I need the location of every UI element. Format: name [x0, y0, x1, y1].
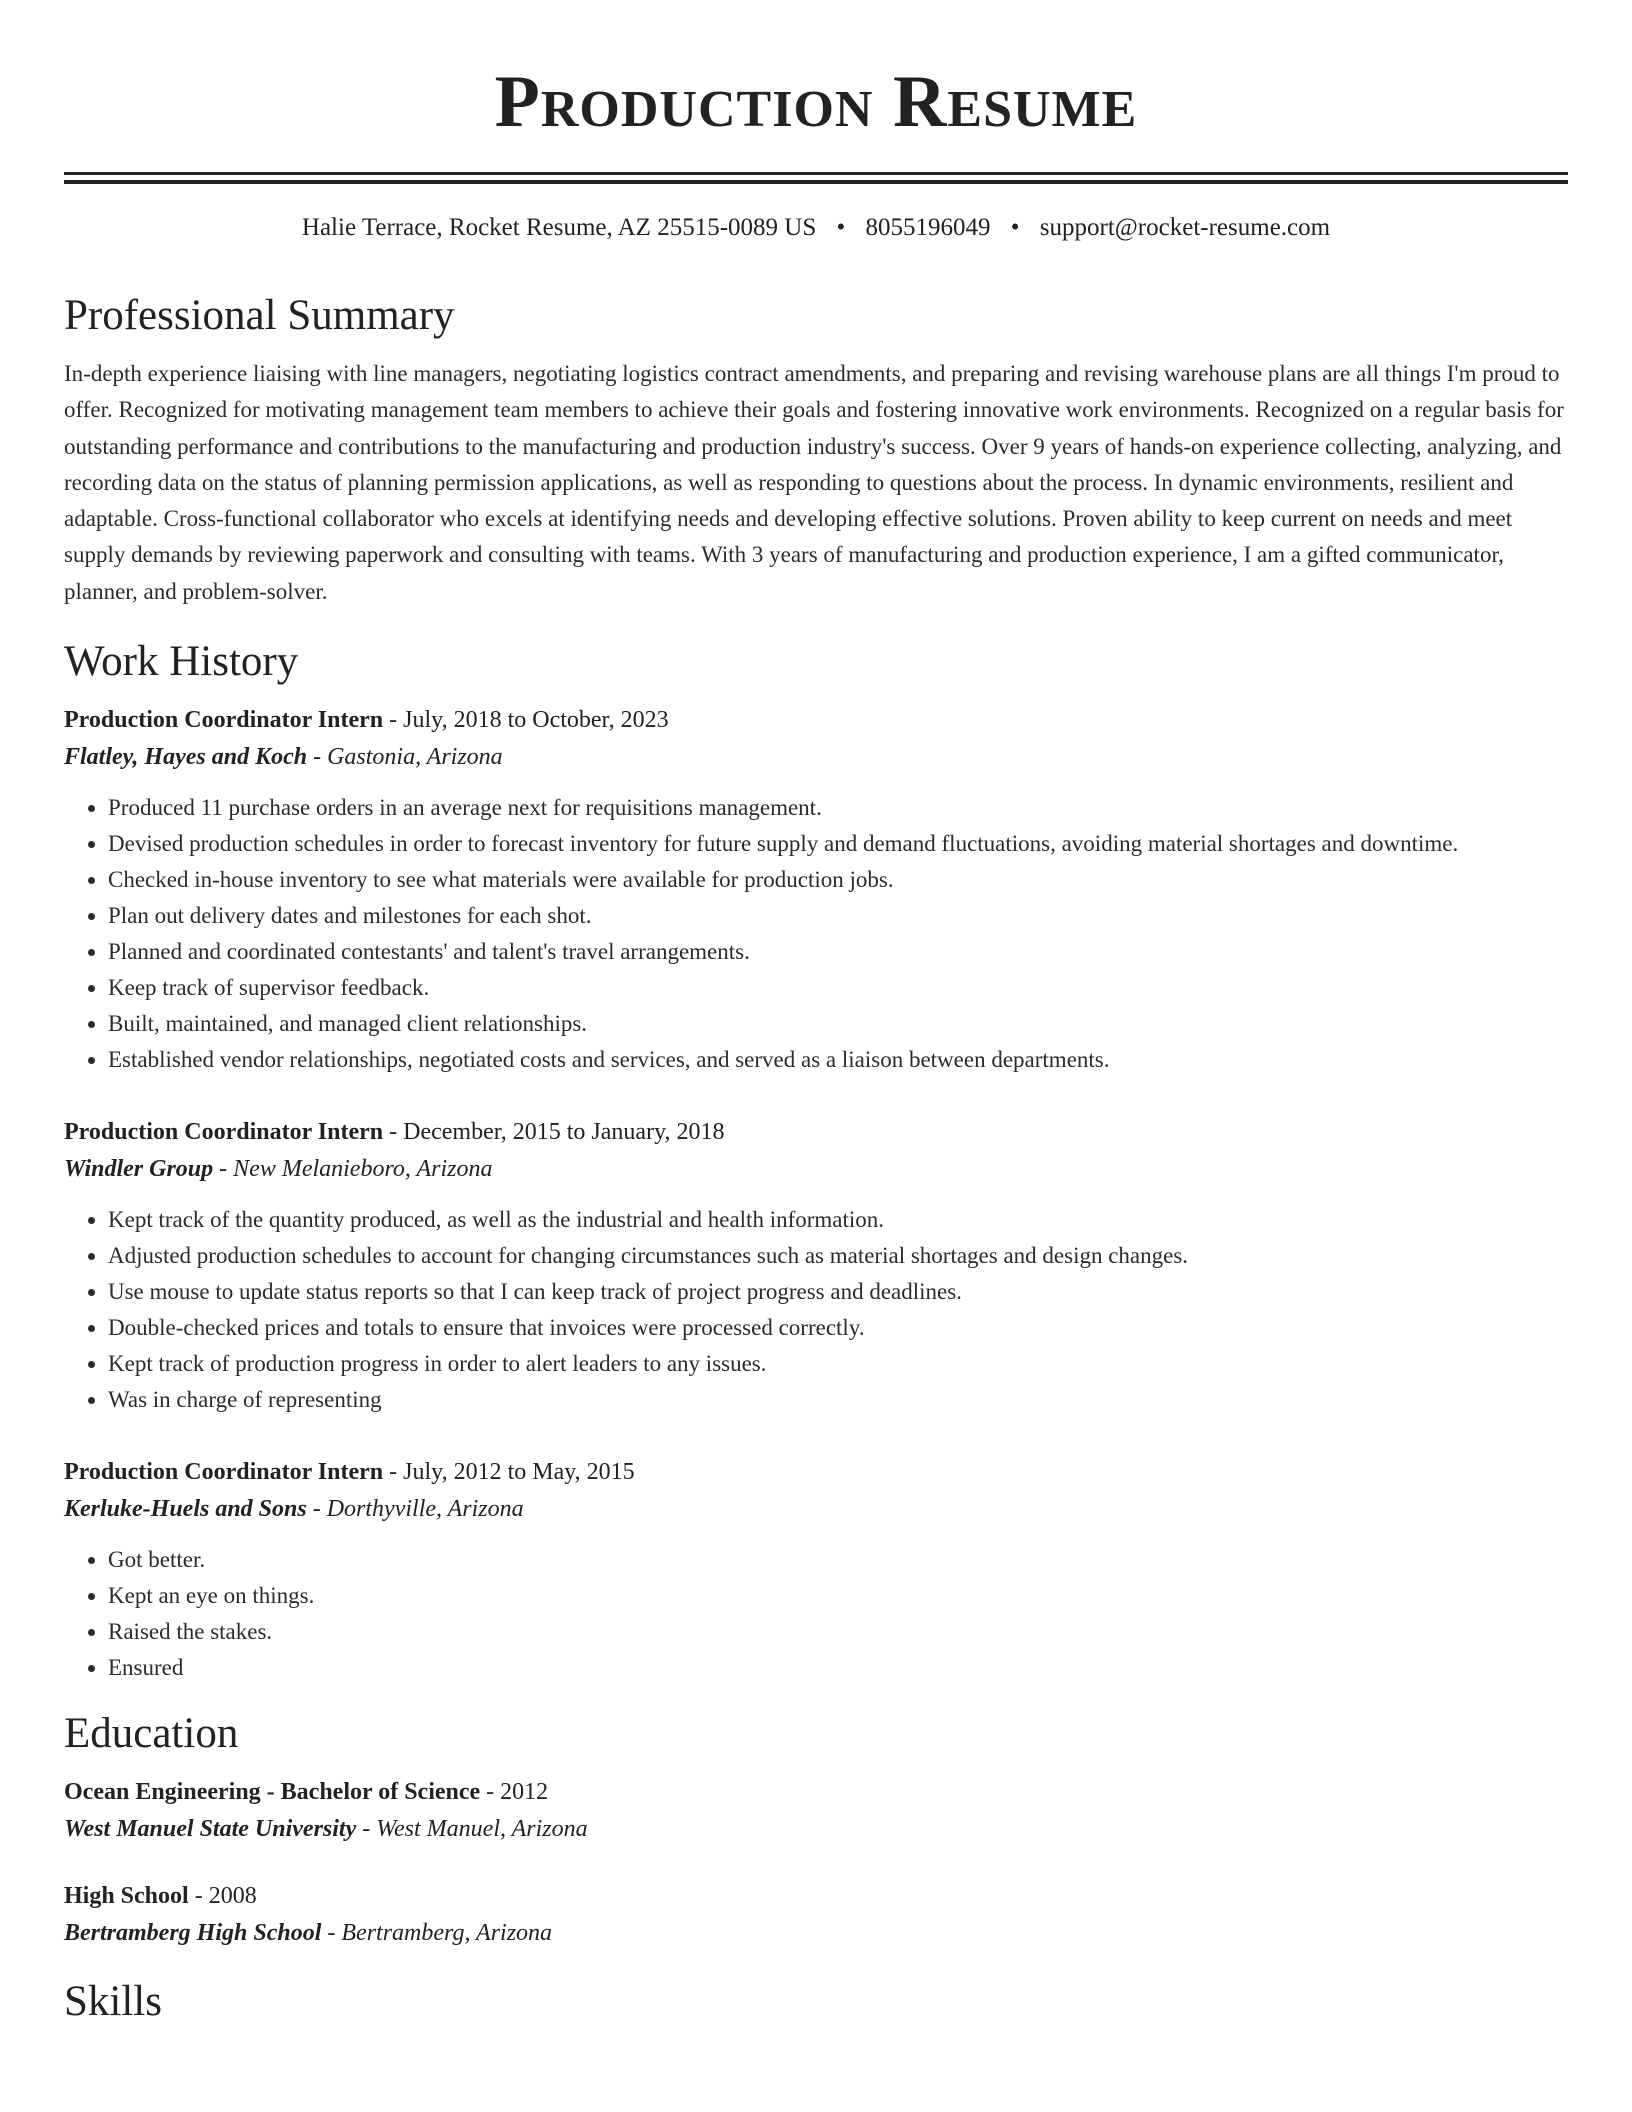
education-degree-line [64, 1878, 1568, 1915]
bullet-item: • Kept track of the quantity produced, as well as the industrial and health information. [108, 1202, 1568, 1238]
bullet-item: • Keep track of supervisor feedback. [108, 970, 1568, 1006]
dash: - [383, 707, 404, 734]
summary-text: In-depth experience liaising with line managers, negotiating logistics contract amendments, and preparing and revising warehouse plans are all things I'm proud to offer. Recognized for motivating management team members to achieve their goals and fostering innovative work environments. Recognized on a regular basis for outstanding performance and contributions to the manufacturing and production industry's success. Over 9 years of hands-on experience collecting, analyzing, and recording data on the status of planning permission applications, as well as responding to questions about the process. In dynamic environments, resilient and adaptable. Cross-functional collaborator who excels at identifying needs and developing effective solutions. Proven ability to keep current on needs and meet supply demands by reviewing paperwork and consulting with teams. With 3 years of manufacturing and production experience, I am a gifted communicator, planner, and problem-solver. [64, 361, 1564, 604]
skills-heading: Skills [64, 1978, 162, 2026]
job-bullets [64, 1202, 1568, 1418]
contact-separator: • [836, 214, 846, 241]
education-degree: High School [64, 1883, 189, 1910]
bullet-item: • Devised production schedules in order to forecast inventory for future supply and demand fluctuations, avoiding material shortages and downtime. [108, 826, 1568, 862]
dash: - [383, 1459, 404, 1486]
job-company-line [64, 739, 1568, 776]
education-degree-line [64, 1774, 1568, 1811]
education-school-line [64, 1915, 1568, 1952]
job-company: Flatley, Hayes and Koch [64, 744, 308, 771]
job-dates: July, 2012 to May, 2015 [403, 1459, 635, 1486]
education-degree: Ocean Engineering - Bachelor of Science [64, 1779, 481, 1806]
education-school: West Manuel State University [64, 1816, 357, 1843]
education-entry [64, 1878, 1568, 1952]
bullet-item: • Planned and coordinated contestants' and talent's travel arrangements. [108, 934, 1568, 970]
job-header [64, 1114, 1568, 1151]
education-year: 2008 [208, 1883, 257, 1910]
job-entry [64, 1454, 1568, 1686]
contact-address: Halie Terrace, Rocket Resume, AZ 25515-0089 US [301, 214, 817, 241]
bullet-item: • Raised the stakes. [108, 1614, 1568, 1650]
job-header [64, 1454, 1568, 1491]
education-school: Bertramberg High School [64, 1920, 322, 1947]
job-dates: July, 2018 to October, 2023 [403, 707, 669, 734]
job-company-line [64, 1491, 1568, 1528]
work-history-heading: Work History [64, 638, 299, 686]
job-title: Production Coordinator Intern [64, 1119, 384, 1146]
bullet-item: • Adjusted production schedules to account for changing circumstances such as material shortages and design changes. [108, 1238, 1568, 1274]
bullet-item: • Established vendor relationships, negotiated costs and services, and served as a liaison between departments. [108, 1042, 1568, 1078]
bullet-item: • Got better. [108, 1542, 1568, 1578]
resume-title: Production Resume [494, 61, 1138, 143]
contact-phone: 8055196049 [865, 214, 991, 241]
bullet-item: • Kept track of production progress in order to alert leaders to any issues. [108, 1346, 1568, 1382]
bullet-item: • Kept an eye on things. [108, 1578, 1568, 1614]
job-company-line [64, 1151, 1568, 1188]
education-year: 2012 [500, 1779, 549, 1806]
job-company: Kerluke-Huels and Sons [64, 1496, 307, 1523]
job-location: New Melanieboro, Arizona [233, 1156, 493, 1183]
contact-line [64, 212, 1568, 244]
job-location: Gastonia, Arizona [327, 744, 503, 771]
job-bullets [64, 1542, 1568, 1686]
job-entry [64, 1114, 1568, 1418]
bullet-item: • Was in charge of representing [108, 1382, 1568, 1418]
dash: - [356, 1816, 377, 1843]
dash: - [306, 1496, 327, 1523]
job-bullets [64, 790, 1568, 1078]
dash: - [188, 1883, 209, 1910]
bullet-item: • Use mouse to update status reports so that I can keep track of project progress and deadlines. [108, 1274, 1568, 1310]
dash: - [321, 1920, 342, 1947]
education-school-line [64, 1811, 1568, 1848]
education-location: West Manuel, Arizona [376, 1816, 588, 1843]
contact-email: support@rocket-resume.com [1039, 214, 1331, 241]
job-title: Production Coordinator Intern [64, 1459, 384, 1486]
bullet-item: • Double-checked prices and totals to ensure that invoices were processed correctly. [108, 1310, 1568, 1346]
job-title: Production Coordinator Intern [64, 707, 384, 734]
job-company: Windler Group [64, 1156, 214, 1183]
contact-separator: • [1010, 214, 1020, 241]
summary-heading: Professional Summary [64, 292, 455, 339]
bullet-item: • Plan out delivery dates and milestones for each shot. [108, 898, 1568, 934]
bullet-item: • Built, maintained, and managed client relationships. [108, 1006, 1568, 1042]
title-rule-thin [64, 180, 1568, 184]
dash: - [383, 1119, 404, 1146]
dash: - [480, 1779, 501, 1806]
dash: - [213, 1156, 234, 1183]
bullet-item: • Produced 11 purchase orders in an average next for requisitions management. [108, 790, 1568, 826]
education-location: Bertramberg, Arizona [341, 1920, 553, 1947]
title-rule-thick [64, 172, 1568, 175]
bullet-item: • Ensured [108, 1650, 1568, 1686]
job-location: Dorthyville, Arizona [326, 1496, 524, 1523]
job-entry [64, 702, 1568, 1078]
job-dates: December, 2015 to January, 2018 [403, 1119, 725, 1146]
education-entry [64, 1774, 1568, 1848]
dash: - [307, 744, 328, 771]
education-heading: Education [64, 1710, 239, 1758]
bullet-item: • Checked in-house inventory to see what materials were available for production jobs. [108, 862, 1568, 898]
job-header [64, 702, 1568, 739]
